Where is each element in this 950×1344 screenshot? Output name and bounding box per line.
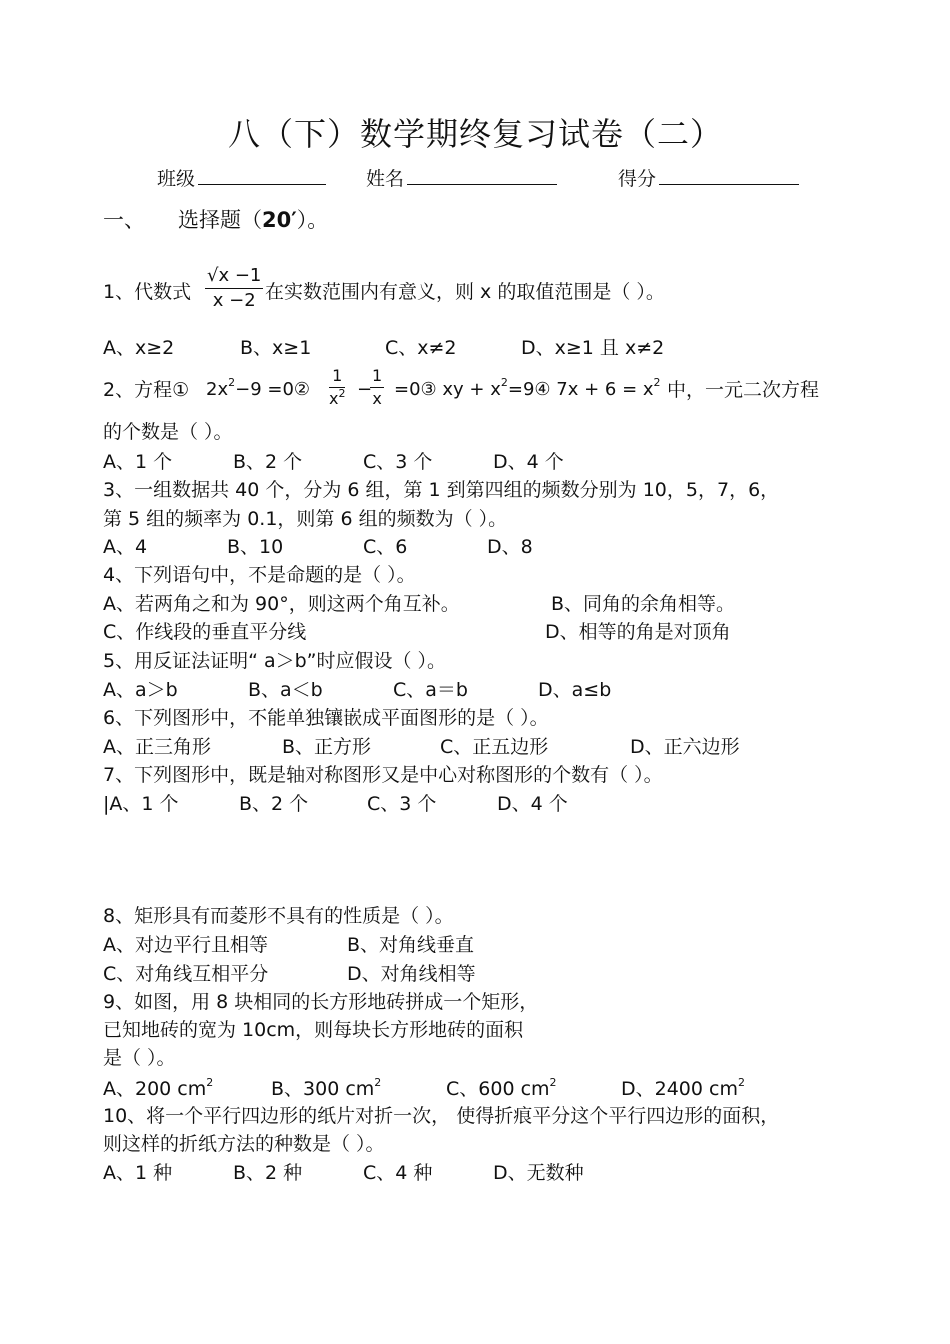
- q2-option-a: A、1 个: [103, 451, 173, 473]
- q9-option-c-exponent: 2: [549, 1076, 557, 1089]
- q9-option-d: [621, 1076, 745, 1100]
- q3-line1: 3、一组数据共 40 个，分为 6 组，第 1 到第四组的频数分别为 10，5，7，6，: [103, 479, 780, 501]
- score-field: [618, 166, 799, 189]
- q6-option-b: B、正方形: [282, 736, 372, 758]
- q10-option-b: B、2 种: [233, 1162, 303, 1184]
- q2-option-d: D、4 个: [493, 451, 564, 473]
- q2-option-b: B、2 个: [233, 451, 303, 473]
- q8-option-b: B、对角线垂直: [347, 934, 475, 956]
- q2-eq1-rest: −9 =0②: [235, 379, 311, 400]
- q6-option-c: C、正五边形: [440, 736, 549, 758]
- q9-option-b-exponent: 2: [374, 1076, 382, 1089]
- q3-option-a: A、4: [103, 536, 148, 558]
- q3-option-d: D、8: [487, 536, 533, 558]
- q2-fraction-1: [329, 368, 345, 407]
- q2-eq3-exponent: 2: [500, 376, 508, 389]
- name-field: [366, 166, 557, 189]
- q1-option-a: A、x≥2: [103, 337, 175, 359]
- q2-tail: 中，一元二次方程: [667, 379, 820, 401]
- q2-f2-numerator: 1: [370, 368, 384, 388]
- q2-line2: 的个数是（ ）。: [103, 421, 233, 443]
- q2-fraction-2: [370, 368, 384, 407]
- score-blank: [659, 166, 799, 185]
- q8-option-d: D、对角线相等: [347, 963, 476, 985]
- q10-option-d: D、无数种: [493, 1162, 584, 1184]
- q2-equation-1: [206, 376, 311, 400]
- score-label: 得分: [618, 168, 657, 190]
- q9-line1: 9、如图，用 8 块相同的长方形地砖拼成一个矩形，: [103, 991, 539, 1013]
- q9-option-a-text: A、200 cm: [103, 1078, 207, 1100]
- q5-option-a: A、a＞b: [103, 679, 178, 701]
- q1-prefix: 1、代数式: [103, 281, 192, 303]
- q2-f1-denominator: [329, 388, 345, 407]
- class-field: [157, 166, 326, 189]
- q1-frac-denominator: x −2: [212, 290, 256, 311]
- q8-option-a: A、对边平行且相等: [103, 934, 268, 956]
- section-points: 20′: [262, 208, 297, 232]
- q2-f1-den-exponent: 2: [338, 387, 346, 400]
- q5-option-c: C、a＝b: [393, 679, 468, 701]
- q2-eq1-exponent: 2: [228, 376, 236, 389]
- q3-line2: 第 5 组的频率为 0.1，则第 6 组的频数为（ ）。: [103, 508, 508, 530]
- q2-eq2-rest: =0③ xy + x: [394, 379, 501, 400]
- section-index: 一、: [103, 208, 145, 232]
- class-label: 班级: [157, 168, 196, 190]
- q9-option-c: [446, 1076, 557, 1100]
- q2-f1-numerator: 1: [329, 368, 345, 388]
- q9-option-a-exponent: 2: [206, 1076, 214, 1089]
- q7-option-d: D、4 个: [497, 793, 568, 815]
- q1-option-b: B、x≥1: [240, 337, 312, 359]
- q1-option-d: D、x≥1 且 x≠2: [521, 337, 665, 359]
- q5-line1: 5、用反证法证明“ a＞b”时应假设（ ）。: [103, 650, 447, 672]
- q2-option-c: C、3 个: [363, 451, 433, 473]
- q6-option-a: A、正三角形: [103, 736, 211, 758]
- q2-equations-rest: [394, 376, 661, 400]
- q9-option-d-exponent: 2: [737, 1076, 745, 1089]
- q6-option-d: D、正六边形: [630, 736, 740, 758]
- section-end: ）。: [296, 208, 329, 232]
- q2-prefix: 2、方程①: [103, 379, 190, 401]
- q7-line1: 7、下列图形中，既是轴对称图形又是中心对称图形的个数有（ ）。: [103, 764, 663, 786]
- q2-eq1-base: 2x: [206, 379, 229, 400]
- q7-option-b: B、2 个: [239, 793, 309, 815]
- q9-option-b: [271, 1076, 382, 1100]
- q10-line2: 则这样的折纸方法的种数是（ ）。: [103, 1133, 385, 1155]
- q2-f1-den-base: x: [329, 389, 339, 408]
- q3-option-c: C、6: [363, 536, 408, 558]
- q1-text: 在实数范围内有意义，则 x 的取值范围是（ ）。: [265, 281, 665, 303]
- q4-option-c: C、作线段的垂直平分线: [103, 621, 307, 643]
- q2-eq4-exponent: 2: [653, 376, 661, 389]
- q4-option-a: A、若两角之和为 90°，则这两个角互补。: [103, 593, 460, 615]
- q3-option-b: B、10: [227, 536, 284, 558]
- q2-minus: −: [357, 379, 373, 400]
- class-blank: [198, 166, 326, 185]
- q5-option-d: D、a≤b: [538, 679, 612, 701]
- section-heading: [178, 210, 328, 231]
- q4-option-b: B、同角的余角相等。: [551, 593, 736, 615]
- q2-eq3-rest: =9④ 7x + 6 = x: [507, 379, 654, 400]
- section-title: 选择题（: [178, 208, 262, 232]
- page-title: 八（下）数学期终复习试卷（二）: [228, 115, 724, 153]
- q9-option-c-text: C、600 cm: [446, 1078, 550, 1100]
- q4-option-d: D、相等的角是对顶角: [545, 621, 731, 643]
- q1-frac-numerator: √x −1: [205, 267, 263, 289]
- q10-option-c: C、4 种: [363, 1162, 433, 1184]
- q4-line1: 4、下列语句中，不是命题的是（ ）。: [103, 564, 416, 586]
- q6-line1: 6、下列图形中，不能单独镶嵌成平面图形的是（ ）。: [103, 707, 549, 729]
- q5-option-b: B、a＜b: [248, 679, 323, 701]
- q7-option-a: |A、1 个: [103, 793, 179, 815]
- q9-option-b-text: B、300 cm: [271, 1078, 375, 1100]
- q9-option-a: [103, 1076, 214, 1100]
- q9-option-d-text: D、2400 cm: [621, 1078, 738, 1100]
- q1-fraction: [205, 267, 263, 310]
- name-label: 姓名: [366, 168, 405, 190]
- q9-line2: 已知地砖的宽为 10cm，则每块长方形地砖的面积: [103, 1019, 524, 1041]
- q9-line3: 是（ ）。: [103, 1047, 176, 1069]
- q8-option-c: C、对角线互相平分: [103, 963, 269, 985]
- q2-f2-denominator: x: [372, 389, 382, 408]
- q8-line1: 8、矩形具有而菱形不具有的性质是（ ）。: [103, 905, 454, 927]
- name-blank: [407, 166, 557, 185]
- q10-line1: 10、将一个平行四边形的纸片对折一次， 使得折痕平分这个平行四边形的面积，: [103, 1105, 780, 1127]
- q10-option-a: A、1 种: [103, 1162, 173, 1184]
- q1-option-c: C、x≠2: [385, 337, 457, 359]
- q7-option-c: C、3 个: [367, 793, 437, 815]
